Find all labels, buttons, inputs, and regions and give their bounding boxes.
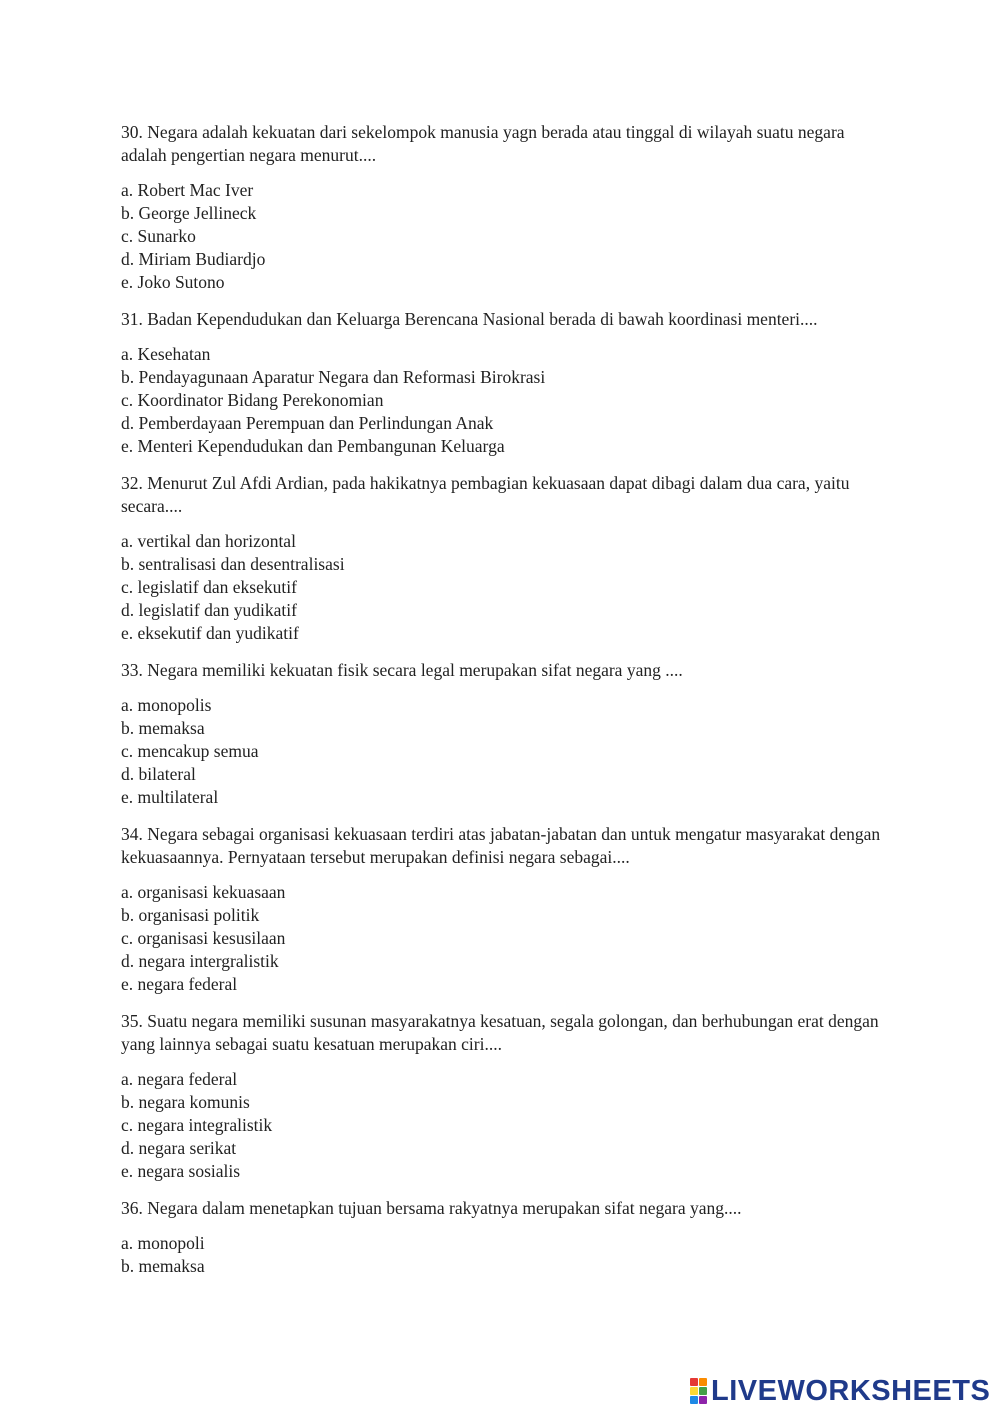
option-b: b. George Jellineck (121, 203, 257, 223)
question-text: 34. Negara sebagai organisasi kekuasaan terdiri atas jabatan-jabatan dan untuk mengatur masyarakat dengan kekuasaannya. Pernyataan tersebut merupakan definisi negara sebagai.... (121, 824, 881, 867)
logo-square (690, 1396, 698, 1404)
option-c: c. negara integralistik (121, 1115, 273, 1135)
option-c: c. legislatif dan eksekutif (121, 577, 297, 597)
option-b: b. negara komunis (121, 1092, 250, 1112)
option-b: b. sentralisasi dan desentralisasi (121, 554, 345, 574)
question-text: 36. Negara dalam menetapkan tujuan bersama rakyatnya merupakan sifat negara yang.... (121, 1198, 742, 1218)
option-e: e. negara sosialis (121, 1161, 241, 1181)
option-c: c. mencakup semua (121, 741, 259, 761)
option-d: d. Pemberdayaan Perempuan dan Perlindungan Anak (121, 413, 494, 433)
question-text: 30. Negara adalah kekuatan dari sekelompok manusia yagn berada atau tinggal di wilayah suatu negara adalah pengertian negara menurut.... (121, 122, 845, 165)
question-text: 32. Menurut Zul Afdi Ardian, pada hakikatnya pembagian kekuasaan dapat dibagi dalam dua cara, yaitu secara.... (121, 473, 850, 516)
logo-square (699, 1387, 707, 1395)
option-list (121, 179, 881, 294)
option-e: e. Joko Sutono (121, 272, 225, 292)
option-e: e. eksekutif dan yudikatif (121, 623, 299, 643)
brand-name: LIVEWORKSHEETS (711, 1374, 991, 1407)
option-e: e. Menteri Kependudukan dan Pembangunan Keluarga (121, 436, 505, 456)
option-d: d. Miriam Budiardjo (121, 249, 266, 269)
option-a: a. Robert Mac Iver (121, 180, 254, 200)
question-33 (121, 659, 881, 809)
option-d: d. negara intergralistik (121, 951, 279, 971)
question-34 (121, 823, 881, 996)
question-31 (121, 308, 881, 458)
question-30 (121, 121, 881, 294)
option-b: b. memaksa (121, 1256, 205, 1276)
option-e: e. multilateral (121, 787, 219, 807)
option-list (121, 530, 881, 645)
option-list (121, 1232, 881, 1278)
option-b: b. memaksa (121, 718, 205, 738)
option-c: c. Sunarko (121, 226, 196, 246)
option-d: d. legislatif dan yudikatif (121, 600, 297, 620)
question-text: 35. Suatu negara memiliki susunan masyarakatnya kesatuan, segala golongan, dan berhubungan erat dengan yang lainnya sebagai suatu kesatuan merupakan ciri.... (121, 1011, 879, 1054)
option-list (121, 343, 881, 458)
question-35 (121, 1010, 881, 1183)
question-text: 33. Negara memiliki kekuatan fisik secara legal merupakan sifat negara yang .... (121, 660, 683, 680)
option-c: c. organisasi kesusilaan (121, 928, 286, 948)
option-c: c. Koordinator Bidang Perekonomian (121, 390, 384, 410)
logo-square (699, 1378, 707, 1386)
option-e: e. negara federal (121, 974, 238, 994)
liveworksheets-logo (690, 1374, 990, 1408)
question-text: 31. Badan Kependudukan dan Keluarga Berencana Nasional berada di bawah koordinasi menteri.... (121, 309, 818, 329)
worksheet-page (121, 121, 881, 1278)
option-b: b. Pendayagunaan Aparatur Negara dan Reformasi Birokrasi (121, 367, 546, 387)
option-d: d. negara serikat (121, 1138, 237, 1158)
logo-square (690, 1378, 698, 1386)
option-a: a. Kesehatan (121, 344, 211, 364)
option-list (121, 881, 881, 996)
logo-grid-icon (690, 1378, 707, 1404)
option-a: a. negara federal (121, 1069, 238, 1089)
question-36 (121, 1197, 881, 1278)
logo-square (690, 1387, 698, 1395)
option-d: d. bilateral (121, 764, 196, 784)
logo-square (699, 1396, 707, 1404)
option-a: a. monopoli (121, 1233, 205, 1253)
option-list (121, 1068, 881, 1183)
option-b: b. organisasi politik (121, 905, 260, 925)
option-list (121, 694, 881, 809)
question-32 (121, 472, 881, 645)
option-a: a. vertikal dan horizontal (121, 531, 296, 551)
option-a: a. organisasi kekuasaan (121, 882, 286, 902)
option-a: a. monopolis (121, 695, 212, 715)
